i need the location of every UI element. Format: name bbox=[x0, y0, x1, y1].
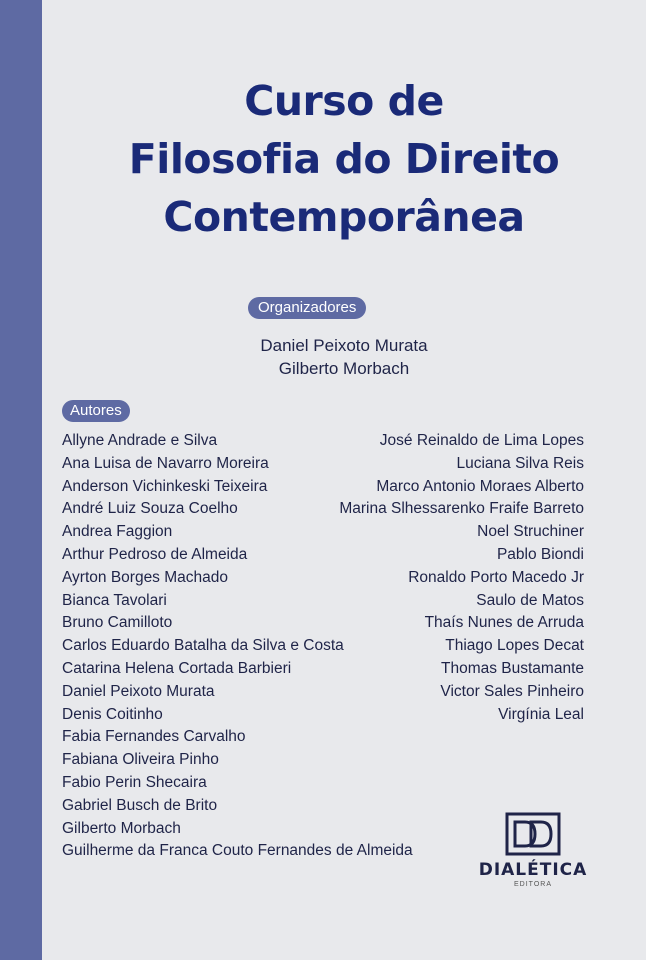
author-name: Marco Antonio Moraes Alberto bbox=[376, 477, 584, 495]
author-name: Arthur Pedroso de Almeida bbox=[62, 545, 248, 563]
spine-band bbox=[0, 0, 42, 960]
author-name: Ana Luisa de Navarro Moreira bbox=[62, 454, 269, 472]
author-name: Marina Slhessarenko Fraife Barreto bbox=[339, 500, 584, 518]
author-name: Saulo de Matos bbox=[476, 591, 584, 609]
title-line-3: Contemporânea bbox=[163, 193, 525, 241]
publisher-subtitle: EDITORA bbox=[514, 881, 552, 888]
author-name: Carlos Eduardo Batalha da Silva e Costa bbox=[62, 637, 344, 655]
authors-right-column bbox=[339, 430, 584, 726]
authors-label: Autores bbox=[62, 400, 130, 422]
author-name: Thaís Nunes de Arruda bbox=[424, 614, 584, 632]
author-name: Denis Coitinho bbox=[62, 705, 163, 723]
author-name: Guilherme da Franca Couto Fernandes de Almeida bbox=[62, 842, 413, 860]
author-name: Fabio Perin Shecaira bbox=[62, 773, 207, 791]
author-name: André Luiz Souza Coelho bbox=[62, 500, 238, 518]
publisher-name: DIALÉTICA bbox=[478, 860, 588, 880]
author-name: Allyne Andrade e Silva bbox=[62, 432, 218, 449]
author-name: Noel Struchiner bbox=[477, 523, 584, 541]
author-name: Ayrton Borges Machado bbox=[62, 568, 229, 586]
dialetica-logo-icon bbox=[505, 812, 561, 856]
title-line-1: Curso de bbox=[244, 77, 444, 125]
author-name: Thiago Lopes Decat bbox=[445, 637, 584, 655]
title-line-2: Filosofia do Direito bbox=[128, 135, 560, 183]
organizers-list bbox=[42, 334, 646, 380]
author-name: Gabriel Busch de Brito bbox=[62, 796, 218, 814]
author-name: Gilberto Morbach bbox=[62, 819, 181, 837]
author-name: Fabiana Oliveira Pinho bbox=[62, 751, 219, 769]
author-name: José Reinaldo de Lima Lopes bbox=[379, 432, 584, 449]
author-name: Daniel Peixoto Murata bbox=[62, 682, 215, 700]
author-name: Bruno Camilloto bbox=[62, 614, 173, 632]
organizers-label: Organizadores bbox=[248, 297, 366, 319]
author-name: Ronaldo Porto Macedo Jr bbox=[408, 568, 584, 586]
author-name: Victor Sales Pinheiro bbox=[440, 682, 584, 700]
author-name: Thomas Bustamante bbox=[440, 659, 584, 677]
author-name: Andrea Faggion bbox=[62, 523, 173, 541]
organizer-name: Daniel Peixoto Murata bbox=[260, 336, 428, 355]
author-name: Virgínia Leal bbox=[498, 705, 584, 723]
author-name: Bianca Tavolari bbox=[62, 591, 167, 609]
author-name: Pablo Biondi bbox=[496, 545, 584, 563]
book-title bbox=[42, 72, 646, 246]
author-name: Anderson Vichinkeski Teixeira bbox=[62, 477, 268, 495]
organizer-name: Gilberto Morbach bbox=[278, 359, 410, 378]
publisher-logo bbox=[478, 812, 588, 888]
author-name: Luciana Silva Reis bbox=[456, 454, 584, 472]
author-name: Fabia Fernandes Carvalho bbox=[62, 728, 246, 746]
author-name: Catarina Helena Cortada Barbieri bbox=[62, 659, 292, 677]
